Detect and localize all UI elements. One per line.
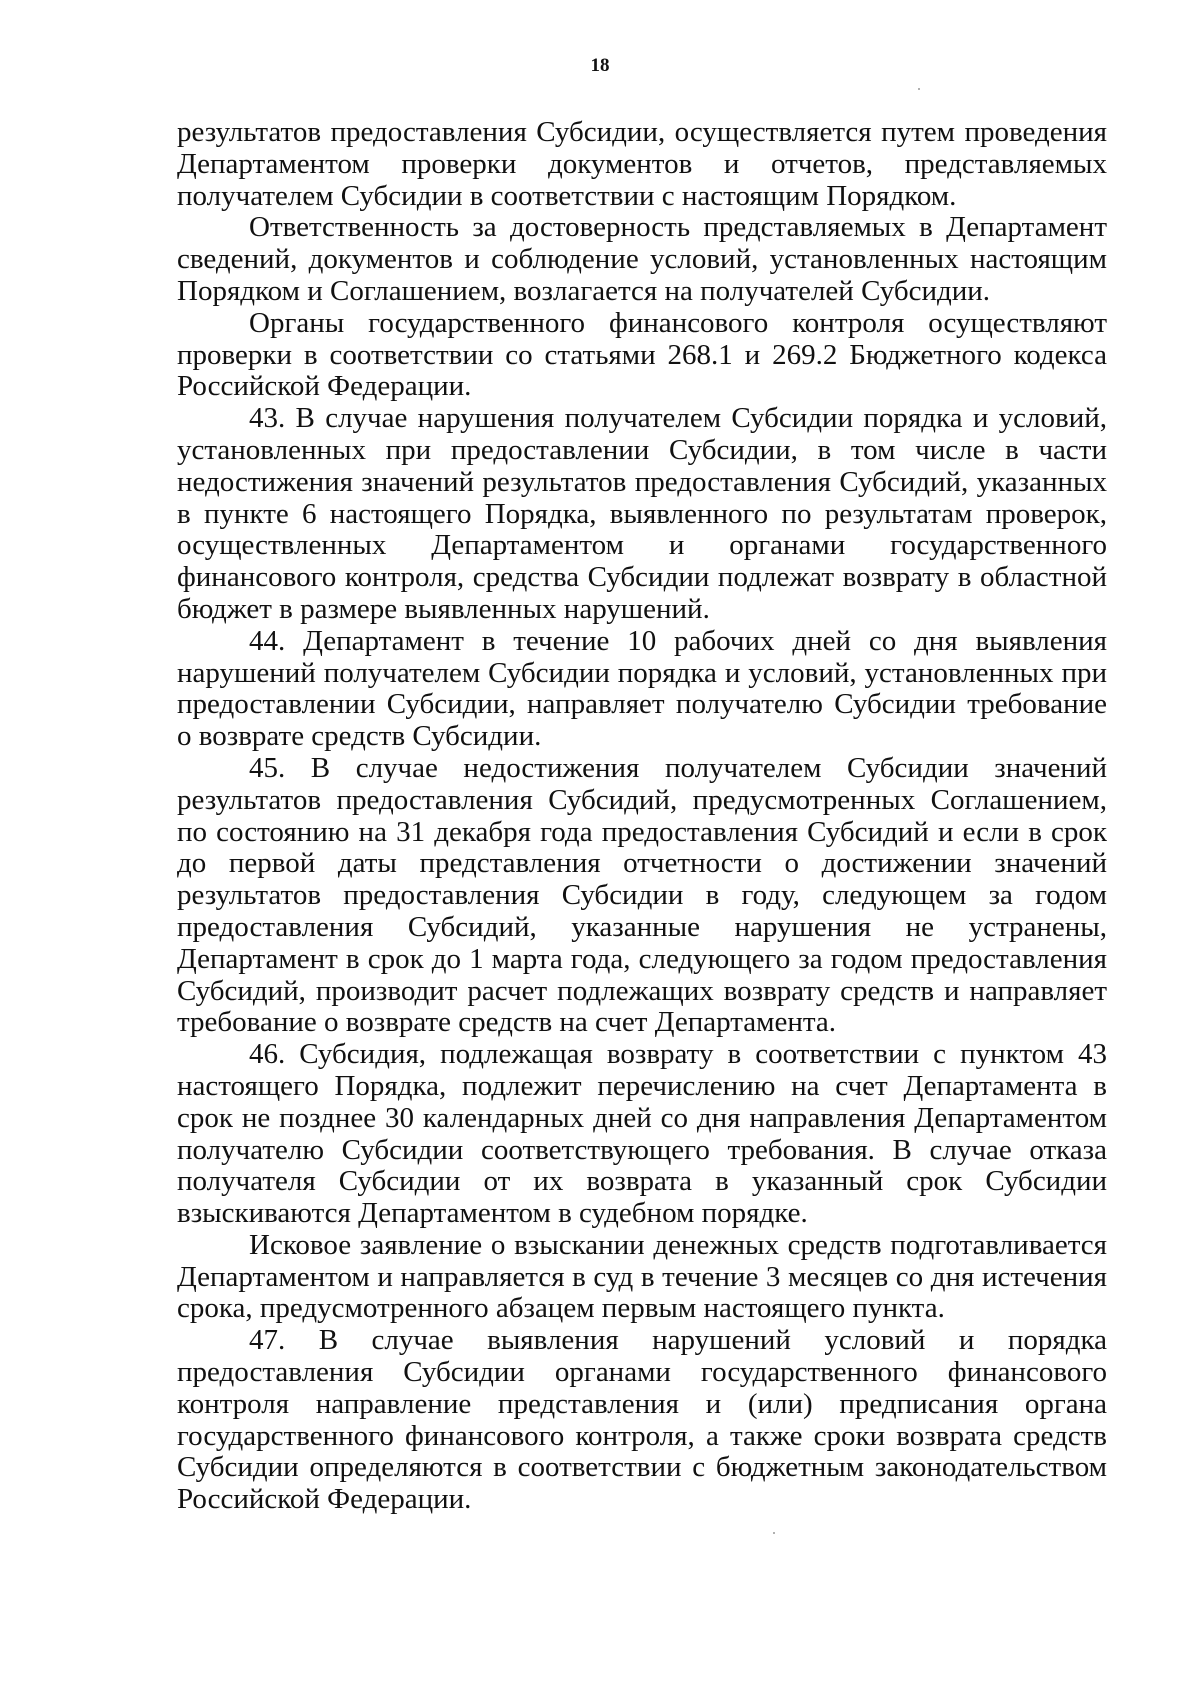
paragraph-continuation: результатов предоставления Субсидии, осуществляется путем проведения Департаментом проверки документов и отчетов, представляемых получателем Субсидии в соответствии с настоящим Порядком. <box>177 116 1107 212</box>
page-number: 18 <box>590 55 610 76</box>
paragraph-item-47: 47. В случае выявления нарушений условий и порядка предоставления Субсидии органами государственного финансового контроля направление представления и (или) предписания органа государственного финансового контроля, а также сроки возврата средств Субсидии определяются в соответствии с бюджетным законодательством Российской Федерации. <box>177 1324 1107 1516</box>
paragraph-responsibility: Ответственность за достоверность представляемых в Департамент сведений, документов и соблюдение условий, установленных настоящим Порядком и Соглашением, возлагается на получателей Субсидии. <box>177 211 1107 307</box>
scan-speck <box>773 1532 775 1534</box>
paragraph-control-bodies: Органы государственного финансового контроля осуществляют проверки в соответствии со статьями 268.1 и 269.2 Бюджетного кодекса Российской Федерации. <box>177 306 1107 403</box>
paragraph-item-46: 46. Субсидия, подлежащая возврату в соответствии с пунктом 43 настоящего Порядка, подлежит перечислению на счет Департамента в срок не позднее 30 календарных дней со дня направления Департаментом получателю Субсидии соответствующего требования. В случае отказа получателя Субсидии от их возврата в указанный срок Субсидии взыскиваются Департаментом в судебном порядке. <box>177 1038 1107 1230</box>
paragraph-lawsuit: Исковое заявление о взыскании денежных средств подготавливается Департаментом и направляется в суд в течение 3 месяцев со дня истечения срока, предусмотренного абзацем первым настоящего пункта. <box>177 1228 1107 1325</box>
document-body <box>177 117 1107 1516</box>
paragraph-item-43: 43. В случае нарушения получателем Субсидии порядка и условий, установленных при предоставлении Субсидии, в том числе в части недостижения значений результатов предоставления Субсидий, указанных в пункте 6 настоящего Порядка, выявленного по результатам проверок, осуществленных Департаментом и органами государственного финансового контроля, средства Субсидии подлежат возврату в областной бюджет в размере выявленных нарушений. <box>177 402 1107 625</box>
paragraph-item-45: 45. В случае недостижения получателем Субсидии значений результатов предоставления Субсидий, предусмотренных Соглашением, по состоянию на 31 декабря года предоставления Субсидий и если в срок до первой даты представления отчетности о достижении значений результатов предоставления Субсидии в году, следующем за годом предоставления Субсидий, указанные нарушения не устранены, Департамент в срок до 1 марта года, следующего за годом предоставления Субсидий, производит расчет подлежащих возврату средств и направляет требование о возврате средств на счет Департамента. <box>177 751 1107 1039</box>
scan-speck <box>918 88 920 90</box>
paragraph-item-44: 44. Департамент в течение 10 рабочих дней со дня выявления нарушений получателем Субсидии порядка и условий, установленных при предоставлении Субсидии, направляет получателю Субсидии требование о возврате средств Субсидии. <box>177 624 1107 753</box>
